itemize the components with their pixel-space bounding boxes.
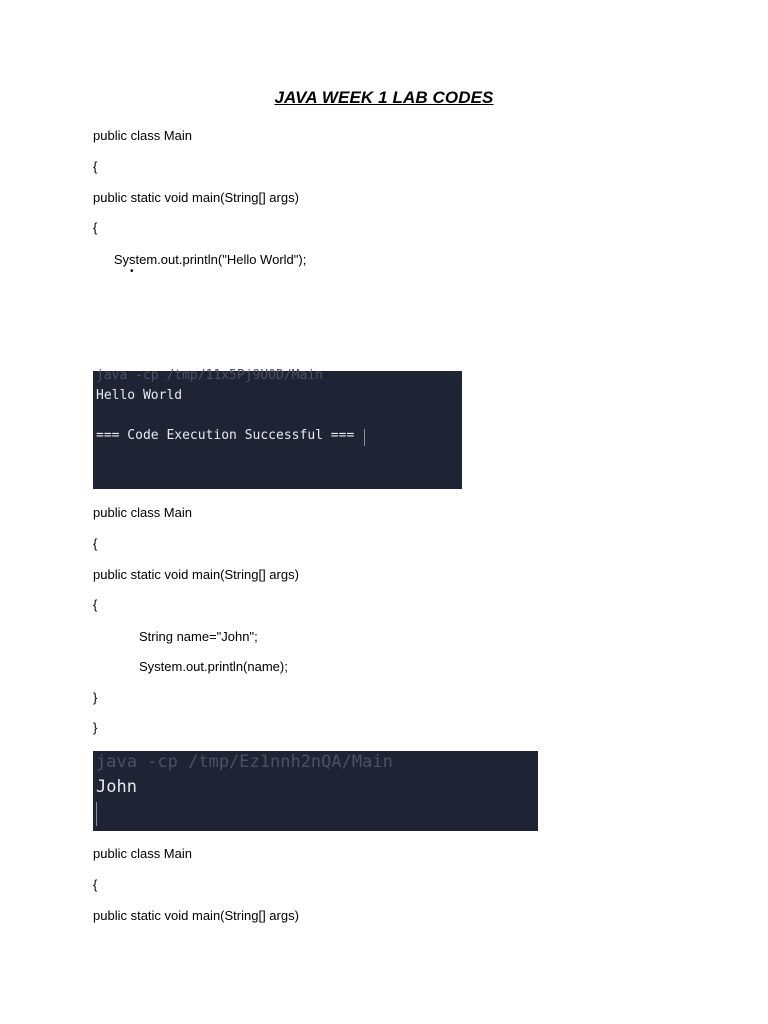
console-line: Hello World bbox=[96, 388, 183, 403]
console-command: java -cp /tmp/Ez1nnh2nQA/Main bbox=[96, 752, 393, 772]
console-output-hello bbox=[93, 368, 462, 489]
code-line: public class Main bbox=[93, 846, 192, 861]
code-line: public static void main(String[] args) bbox=[93, 908, 299, 923]
console-line: John bbox=[96, 777, 137, 797]
code-line: { bbox=[93, 597, 98, 612]
text-cursor bbox=[364, 429, 365, 446]
code-line: String name="John"; bbox=[139, 629, 258, 644]
code-line: public class Main bbox=[93, 128, 192, 143]
console-output-john bbox=[93, 751, 538, 831]
code-line: public class Main bbox=[93, 505, 192, 520]
console-command: java -cp /tmp/11x5Pj9UOD/Main bbox=[96, 368, 323, 383]
code-line: { bbox=[93, 877, 98, 892]
code-line: { bbox=[93, 536, 98, 551]
text-cursor bbox=[96, 802, 97, 826]
code-line: System.out.println("Hello World"); bbox=[103, 252, 307, 267]
list-bullet: • bbox=[130, 266, 134, 277]
code-line: { bbox=[93, 159, 98, 174]
console-line: === Code Execution Successful === bbox=[96, 428, 355, 443]
code-line: } bbox=[93, 720, 98, 735]
code-line: } bbox=[93, 690, 98, 705]
code-line: public static void main(String[] args) bbox=[93, 567, 299, 582]
code-line: System.out.println(name); bbox=[139, 659, 288, 674]
code-line: { bbox=[93, 220, 98, 235]
code-line: public static void main(String[] args) bbox=[93, 190, 299, 205]
document-title: JAVA WEEK 1 LAB CODES bbox=[274, 88, 494, 107]
